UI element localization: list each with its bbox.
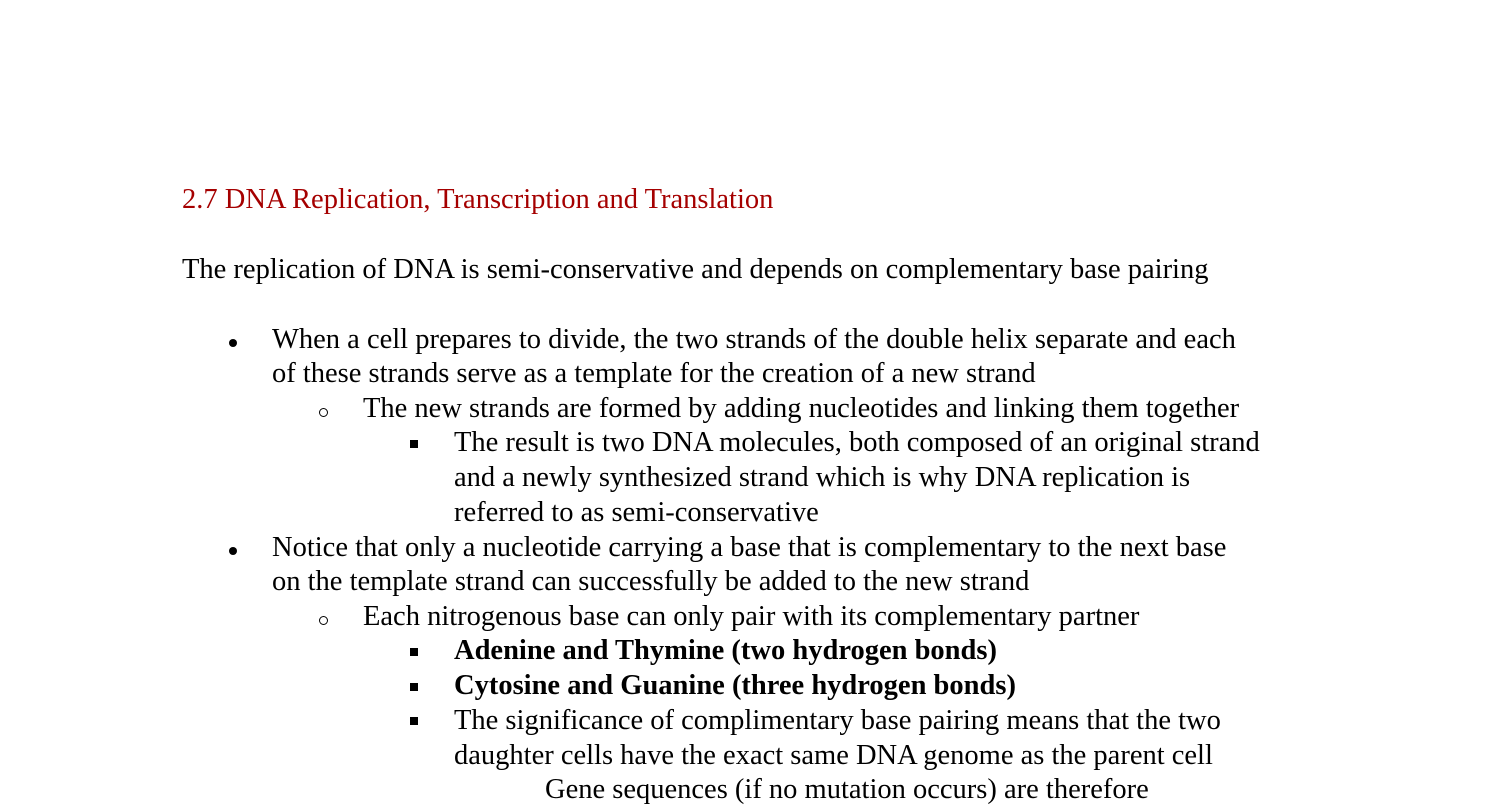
list-item: Notice that only a nucleotide carrying a base that is complementary to the next base xyxy=(272,532,1227,563)
list-item: When a cell prepares to divide, the two strands of the double helix separate and each xyxy=(272,324,1236,355)
list-item: The result is two DNA molecules, both composed of an original strand xyxy=(454,427,1260,458)
square-bullet-icon xyxy=(410,683,418,691)
circle-bullet-icon xyxy=(319,408,328,417)
square-bullet-icon xyxy=(410,440,418,448)
list-item: daughter cells have the exact same DNA genome as the parent cell xyxy=(454,740,1213,771)
list-item: on the template strand can successfully be added to the new strand xyxy=(272,566,1030,597)
circle-bullet-icon xyxy=(319,616,328,625)
list-item: Cytosine and Guanine (three hydrogen bonds) xyxy=(454,670,1016,701)
list-item: referred to as semi-conservative xyxy=(454,497,819,528)
list-item: and a newly synthesized strand which is why DNA replication is xyxy=(454,462,1191,493)
list-item: Gene sequences (if no mutation occurs) are therefore xyxy=(545,774,1149,805)
list-item: The new strands are formed by adding nucleotides and linking them together xyxy=(363,393,1240,424)
square-bullet-icon xyxy=(410,717,418,725)
list-item: Each nitrogenous base can only pair with its complementary partner xyxy=(363,601,1140,632)
list-item: of these strands serve as a template for the creation of a new strand xyxy=(272,358,1036,389)
bullet-icon xyxy=(229,339,237,347)
bullet-icon xyxy=(229,547,237,555)
list-item: The significance of complimentary base pairing means that the two xyxy=(454,705,1221,736)
square-bullet-icon xyxy=(410,648,418,656)
subheading: The replication of DNA is semi-conservative and depends on complementary base pairing xyxy=(182,254,1209,285)
list-item: Adenine and Thymine (two hydrogen bonds) xyxy=(454,635,997,666)
section-heading: 2.7 DNA Replication, Transcription and Translation xyxy=(182,184,774,215)
